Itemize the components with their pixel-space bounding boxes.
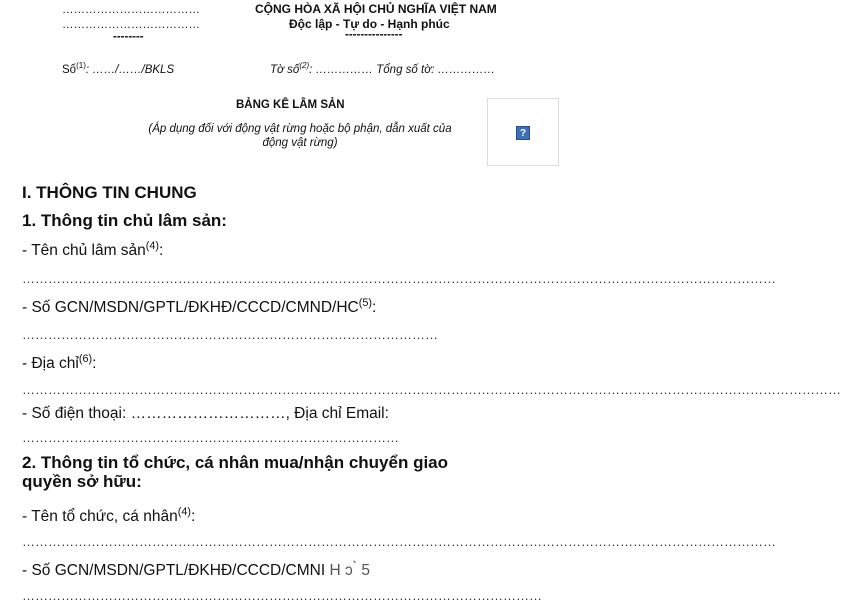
owner-id-text: - Số GCN/MSDN/GPTL/ĐKHĐ/CCCD/CMND/HC [22,299,359,316]
motto-dash: --------------- [345,29,403,41]
buyer-name-note: (4) [177,505,191,518]
owner-phone-email-label: - Số điện thoại: …………………………, Địa chỉ Email: [22,405,389,422]
document-title: BẢNG KÊ LÂM SẢN [236,99,345,111]
sheet-number [270,61,496,76]
nation-title: CỘNG HÒA XÃ HỘI CHỦ NGHĨA VIỆT NAM [255,2,497,16]
owner-address-dotline: ……………………………………………………………………………………………………………………………………………………………………… [22,382,841,397]
owner-address-text: - Địa chỉ [22,355,79,372]
owner-name-dotline: ………………………………………………………………………………………………………………………………………………………… [22,271,776,286]
document-subtitle-line1: (Áp dụng đối với động vật rừng hoặc bộ phận, dẫn xuất của [148,123,452,135]
buyer-name-text: - Tên tổ chức, cá nhân [22,508,178,525]
so-value: : ……/……/BKLS [85,64,175,76]
to-so-value: : …………… Tổng số tờ: …………… [309,64,496,76]
owner-name-text: - Tên chủ lâm sản [22,242,146,259]
section-heading: I. THÔNG TIN CHUNG [22,183,197,202]
owner-id-dotline: …………………………………………………………………………………… [22,327,438,342]
header-left-dash: -------- [113,31,144,43]
owner-name-note: (4) [145,239,160,252]
owner-phone-dotline: …………………………………………………………………………… [22,430,399,445]
qr-code-box [487,98,559,166]
subsection-owner-heading: 1. Thông tin chủ lâm sản: [22,211,227,230]
buyer-id-dotline: ………………………………………………………………………………………………………… [22,588,542,603]
owner-id-label [22,296,377,317]
owner-address-label [22,352,97,373]
subsection-buyer-heading-line2: quyền sở hữu: [22,472,142,491]
buyer-id-text: - Số GCN/MSDN/GPTL/ĐKHĐ/CCCD/CMNI [22,562,326,579]
motto: Độc lập - Tự do - Hạnh phúc [289,17,450,31]
owner-name-label [22,239,164,260]
header-left-dots-2: ……………………………… [62,19,200,31]
owner-id-note: (5) [358,296,372,309]
owner-id-suffix: : [371,299,377,316]
to-so-label: Tờ số [270,64,300,76]
buyer-name-dotline: ………………………………………………………………………………………………………………………………………………………… [22,534,776,549]
header-left-dots-1: ……………………………… [62,4,200,16]
owner-address-suffix: : [92,355,97,372]
buyer-id-label [22,562,370,580]
so-note: (1) [76,61,86,71]
so-label: Số [62,64,77,76]
to-so-note: (2) [299,61,310,71]
buyer-name-label [22,505,196,526]
subsection-buyer-heading-line1: 2. Thông tin tổ chức, cá nhân mua/nhận chuyển giao [22,453,449,472]
document-number [62,61,175,76]
buyer-name-suffix: : [190,508,196,525]
question-icon: ? [516,126,530,140]
document-subtitle-line2: động vật rừng) [262,137,338,149]
owner-name-suffix: : [159,242,164,259]
owner-address-note: (6) [78,352,93,365]
buyer-id-tail: H ɔ ̀ 5 [329,562,370,579]
